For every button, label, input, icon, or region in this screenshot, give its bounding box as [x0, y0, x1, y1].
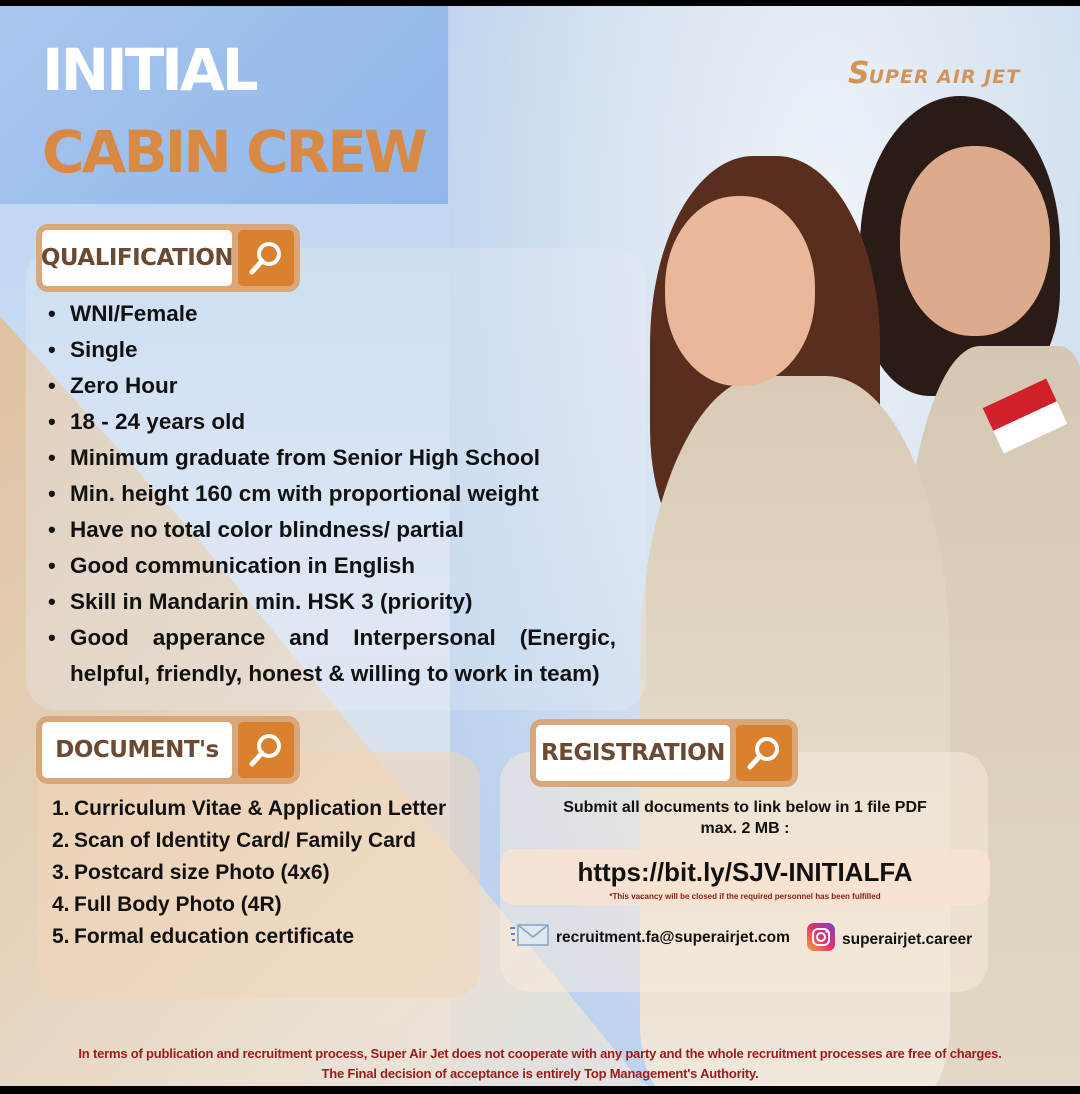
qualification-item: • Skill in Mandarin min. HSK 3 (priority) [46, 584, 616, 620]
title-cabin-crew: CABIN CREW [42, 118, 425, 186]
search-icon [238, 722, 294, 778]
documents-header [36, 716, 300, 784]
qualification-title: QUALIFICATION [42, 230, 232, 286]
instagram-handle: superairjet.career [842, 930, 973, 948]
footer-disclaimer: In terms of publication and recruitment process, Super Air Jet does not cooperate with any party and the whole recruitment processes are free of charges. The Final decision of acceptance is entirely Top Management's Authority. [78, 1046, 1002, 1081]
crew-member-2-face [900, 146, 1050, 336]
instagram-contact[interactable] [806, 922, 972, 957]
qualification-list [46, 296, 616, 692]
qualification-item: • Single [46, 332, 616, 368]
documents-title: DOCUMENT's [42, 722, 232, 778]
registration-header [530, 719, 798, 787]
recruitment-poster [0, 6, 1080, 1086]
document-item: 5. Formal education certificate [52, 925, 355, 948]
registration-instructions: Submit all documents to link below in 1 file PDF max. 2 MB : [563, 799, 927, 837]
qualification-item: • Good communication in English [46, 548, 616, 584]
qualification-item: • Minimum graduate from Senior High School [46, 440, 616, 476]
email-address: recruitment.fa@superairjet.com [556, 928, 790, 946]
documents-list [52, 793, 472, 953]
qualification-header [36, 224, 300, 292]
qualification-item: • WNI/Female [46, 296, 616, 332]
document-item: 1. Curriculum Vitae & Application Letter [52, 797, 447, 820]
document-item: 3. Postcard size Photo (4x6) [52, 861, 330, 884]
qualification-item: • Good apperance and Interpersonal (Energic, helpful, friendly, honest & willing to work in team) [46, 620, 616, 692]
registration-link[interactable]: https://bit.ly/SJV-INITIALFA [577, 857, 913, 887]
vacancy-note: *This vacancy will be closed if the required personnel has been fulfilled [609, 892, 881, 901]
document-item: 2. Scan of Identity Card/ Family Card [52, 829, 416, 852]
logo-text: UPER AIR JET [868, 66, 1021, 88]
qualification-item: • Zero Hour [46, 368, 616, 404]
instagram-icon [806, 922, 836, 957]
crew-member-1-face [665, 196, 815, 386]
title-initial: INITIAL [42, 36, 256, 104]
document-item: 4. Full Body Photo (4R) [52, 893, 282, 916]
search-icon [238, 230, 294, 286]
registration-title: REGISTRATION [536, 725, 730, 781]
qualification-item: • 18 - 24 years old [46, 404, 616, 440]
search-icon [736, 725, 792, 781]
qualification-item: • Have no total color blindness/ partial [46, 512, 616, 548]
logo-initial: S [848, 56, 869, 91]
qualification-item: • Min. height 160 cm with proportional weight [46, 476, 616, 512]
mail-icon [510, 922, 550, 953]
email-contact[interactable] [510, 922, 790, 953]
super-air-jet-logo [848, 56, 1020, 91]
